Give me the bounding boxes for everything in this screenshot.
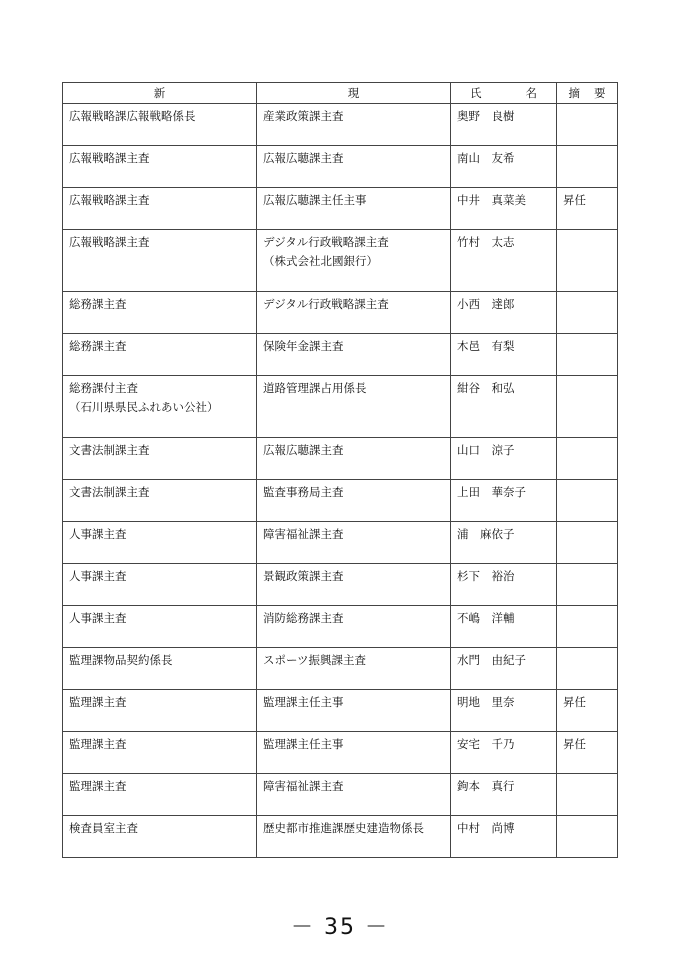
cell-name-text: 木邑 有梨 <box>457 339 515 353</box>
cell-name-text: 南山 友希 <box>457 151 515 165</box>
cell-note <box>557 522 618 564</box>
cell-current <box>257 564 451 606</box>
cell-current-text: 広報広聴課主査 <box>263 443 344 457</box>
table-row <box>63 564 618 606</box>
cell-new <box>63 816 257 858</box>
cell-current <box>257 146 451 188</box>
cell-name <box>451 522 557 564</box>
table-row <box>63 816 618 858</box>
cell-current-text: （株式会社北國銀行） <box>263 254 378 268</box>
cell-name <box>451 438 557 480</box>
cell-new-text: 広報戦略課主査 <box>69 193 150 207</box>
cell-current-text: 広報広聴課主任主事 <box>263 193 367 207</box>
cell-note <box>557 146 618 188</box>
table-row <box>63 648 618 690</box>
cell-new-text: （石川県県民ふれあい公社） <box>69 400 219 414</box>
personnel-table-container <box>62 82 617 858</box>
table-row <box>63 188 618 230</box>
personnel-table <box>62 82 618 858</box>
cell-new <box>63 606 257 648</box>
table-row <box>63 376 618 438</box>
cell-name-text: 竹村 太志 <box>457 235 515 249</box>
page-number: － 35 － <box>291 915 389 940</box>
cell-note <box>557 230 618 292</box>
table-row <box>63 774 618 816</box>
cell-current <box>257 334 451 376</box>
cell-note <box>557 104 618 146</box>
cell-new <box>63 230 257 292</box>
cell-note <box>557 438 618 480</box>
table-row <box>63 522 618 564</box>
cell-current-text: 監査事務局主査 <box>263 485 344 499</box>
table-header-row <box>63 83 618 104</box>
cell-new-text: 総務課主査 <box>69 339 127 353</box>
cell-note <box>557 376 618 438</box>
cell-current-text: 歴史都市推進課歴史建造物係長 <box>263 821 424 835</box>
cell-name <box>451 230 557 292</box>
cell-new-text: 監理課主査 <box>69 695 127 709</box>
cell-current <box>257 438 451 480</box>
cell-note <box>557 690 618 732</box>
cell-new <box>63 732 257 774</box>
cell-current <box>257 648 451 690</box>
table-row <box>63 230 618 292</box>
cell-new <box>63 564 257 606</box>
cell-note <box>557 774 618 816</box>
header-new: 新 <box>63 83 257 104</box>
cell-current <box>257 188 451 230</box>
table-row <box>63 146 618 188</box>
table-row <box>63 690 618 732</box>
cell-name <box>451 648 557 690</box>
cell-new-text: 人事課主査 <box>69 527 127 541</box>
cell-name <box>451 732 557 774</box>
header-note: 摘 要 <box>557 83 618 104</box>
cell-name <box>451 816 557 858</box>
table-row <box>63 438 618 480</box>
cell-new-text: 文書法制課主査 <box>69 443 150 457</box>
cell-new <box>63 774 257 816</box>
cell-note-text: 昇任 <box>563 695 586 709</box>
cell-current <box>257 690 451 732</box>
cell-current <box>257 292 451 334</box>
cell-name <box>451 480 557 522</box>
table-row <box>63 606 618 648</box>
cell-new-text: 監理課物品契約係長 <box>69 653 173 667</box>
cell-note <box>557 606 618 648</box>
cell-name-text: 水門 由紀子 <box>457 653 526 667</box>
table-body <box>63 104 618 858</box>
cell-note <box>557 292 618 334</box>
cell-new <box>63 376 257 438</box>
cell-current-text: 産業政策課主査 <box>263 109 344 123</box>
table-row <box>63 334 618 376</box>
table-row <box>63 732 618 774</box>
table-row <box>63 480 618 522</box>
cell-note <box>557 188 618 230</box>
table-row <box>63 292 618 334</box>
cell-current <box>257 816 451 858</box>
cell-new <box>63 438 257 480</box>
cell-new-text: 人事課主査 <box>69 569 127 583</box>
cell-current-text: 監理課主任主事 <box>263 737 344 751</box>
cell-name-text: 上田 華奈子 <box>457 485 526 499</box>
cell-new <box>63 648 257 690</box>
cell-name-text: 浦 麻依子 <box>457 527 515 541</box>
cell-new-text: 総務課付主査 <box>69 381 138 395</box>
cell-new <box>63 690 257 732</box>
cell-name <box>451 606 557 648</box>
cell-name-text: 明地 里奈 <box>457 695 515 709</box>
cell-new-text: 監理課主査 <box>69 779 127 793</box>
cell-name-text: 中井 真菜美 <box>457 193 526 207</box>
cell-current <box>257 480 451 522</box>
cell-new-text: 広報戦略課主査 <box>69 235 150 249</box>
cell-name-text: 杉下 裕治 <box>457 569 515 583</box>
cell-current <box>257 774 451 816</box>
cell-name-text: 鉤本 真行 <box>457 779 515 793</box>
cell-note <box>557 564 618 606</box>
cell-new-text: 文書法制課主査 <box>69 485 150 499</box>
cell-note <box>557 648 618 690</box>
cell-current-text: 障害福祉課主査 <box>263 779 344 793</box>
cell-current-text: 保険年金課主査 <box>263 339 344 353</box>
cell-name-text: 山口 涼子 <box>457 443 515 457</box>
cell-current <box>257 104 451 146</box>
cell-current-text: デジタル行政戦略課主査 <box>263 235 389 249</box>
cell-note <box>557 480 618 522</box>
cell-current <box>257 522 451 564</box>
cell-current-text: 道路管理課占用係長 <box>263 381 367 395</box>
cell-name-text: 奥野 良樹 <box>457 109 515 123</box>
cell-name <box>451 292 557 334</box>
cell-name <box>451 376 557 438</box>
cell-new-text: 広報戦略課広報戦略係長 <box>69 109 196 123</box>
cell-name-text: 中村 尚博 <box>457 821 515 835</box>
cell-name <box>451 774 557 816</box>
cell-new-text: 監理課主査 <box>69 737 127 751</box>
cell-new-text: 広報戦略課主査 <box>69 151 150 165</box>
cell-name <box>451 104 557 146</box>
cell-new <box>63 104 257 146</box>
cell-name <box>451 690 557 732</box>
cell-name <box>451 334 557 376</box>
cell-name <box>451 146 557 188</box>
cell-note <box>557 334 618 376</box>
cell-name-text: 小西 達郎 <box>457 297 515 311</box>
cell-new <box>63 146 257 188</box>
cell-new <box>63 480 257 522</box>
cell-note-text: 昇任 <box>563 737 586 751</box>
cell-current <box>257 732 451 774</box>
header-current: 現 <box>257 83 451 104</box>
cell-current-text: スポーツ振興課主査 <box>263 653 367 667</box>
cell-current <box>257 606 451 648</box>
cell-new <box>63 334 257 376</box>
cell-new <box>63 188 257 230</box>
cell-new <box>63 292 257 334</box>
cell-name <box>451 564 557 606</box>
cell-note-text: 昇任 <box>563 193 586 207</box>
cell-current-text: 障害福祉課主査 <box>263 527 344 541</box>
cell-name-text: 不嶋 洋輔 <box>457 611 515 625</box>
cell-new-text: 検査員室主査 <box>69 821 138 835</box>
cell-name-text: 紺谷 和弘 <box>457 381 515 395</box>
header-name: 氏 名 <box>451 83 557 104</box>
cell-new-text: 人事課主査 <box>69 611 127 625</box>
cell-current-text: デジタル行政戦略課主査 <box>263 297 389 311</box>
cell-note <box>557 816 618 858</box>
table-row <box>63 104 618 146</box>
cell-name-text: 安宅 千乃 <box>457 737 515 751</box>
cell-current <box>257 376 451 438</box>
cell-current-text: 消防総務課主査 <box>263 611 344 625</box>
cell-current-text: 広報広聴課主査 <box>263 151 344 165</box>
cell-current-text: 景観政策課主査 <box>263 569 344 583</box>
cell-new <box>63 522 257 564</box>
cell-new-text: 総務課主査 <box>69 297 127 311</box>
cell-current <box>257 230 451 292</box>
cell-current-text: 監理課主任主事 <box>263 695 344 709</box>
cell-note <box>557 732 618 774</box>
cell-name <box>451 188 557 230</box>
